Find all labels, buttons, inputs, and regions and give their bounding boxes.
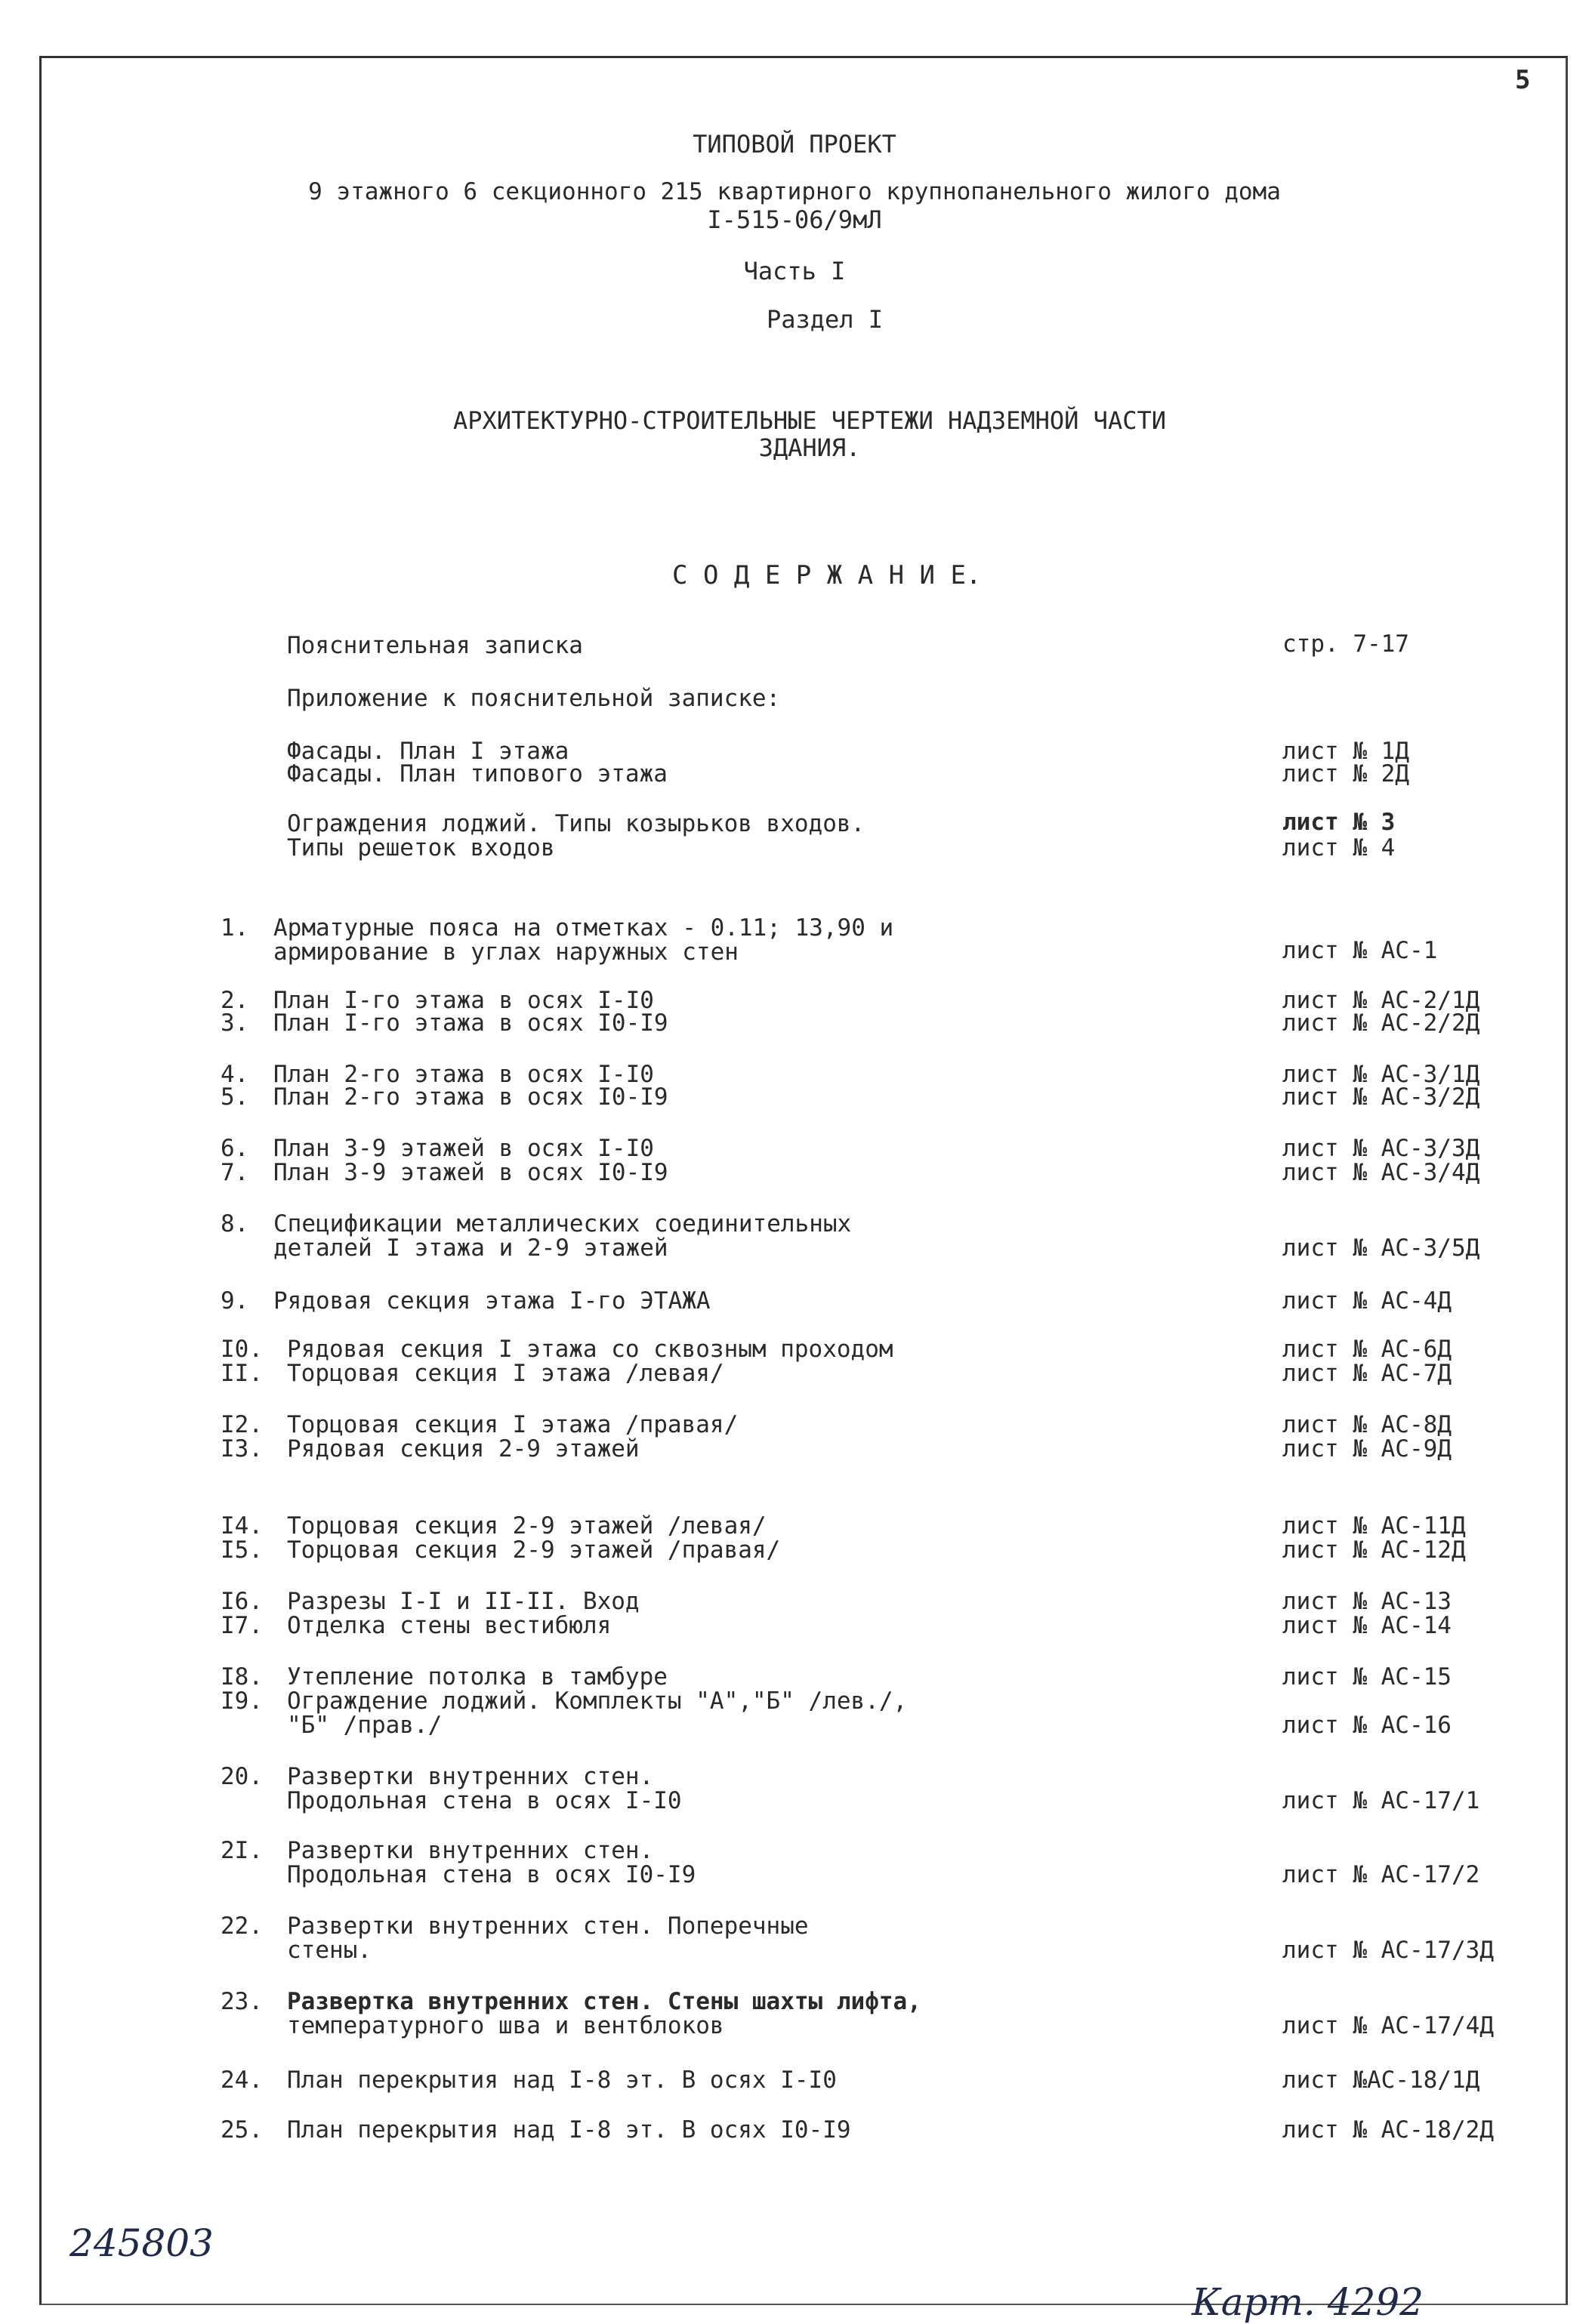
toc-item-text: Рядовая секция 2-9 этажей	[287, 1435, 640, 1463]
toc-item-number: 8.	[221, 1210, 249, 1238]
toc-item-text: Продольная стена в осях I0-I9	[287, 1861, 696, 1888]
appendix-label: Приложение к пояснительной записке:	[287, 685, 781, 712]
toc-item-number: 6.	[221, 1135, 249, 1162]
toc-item-sheet: лист № АС-13	[1282, 1588, 1452, 1615]
toc-item-sheet: лист № АС-3/1Д	[1282, 1061, 1480, 1088]
appendix-row-sheet: лист № 1Д	[1282, 738, 1409, 765]
toc-item-number: I9.	[221, 1688, 263, 1715]
toc-item-text: Арматурные пояса на отметках - 0.11; 13,90 и	[273, 914, 894, 942]
toc-item-text: Развертки внутренних стен. Поперечные	[287, 1913, 809, 1940]
project-title: ТИПОВОЙ ПРОЕКТ	[693, 130, 896, 159]
section-heading-line1: АРХИТЕКТУРНО-СТРОИТЕЛЬНЫЕ ЧЕРТЕЖИ НАДЗЕМНОЙ ЧАСТИ	[452, 406, 1166, 435]
toc-item-sheet: лист № АС-9Д	[1282, 1435, 1452, 1463]
toc-item-text: Торцовая секция 2-9 этажей /правая/	[287, 1536, 781, 1564]
toc-item-text: температурного шва и вентблоков	[287, 2012, 724, 2039]
contents-title: С О Д Е Р Ж А Н И Е.	[672, 560, 982, 590]
toc-item-sheet: лист № АС-3/3Д	[1282, 1135, 1480, 1162]
toc-item-text: Развертки внутренних стен.	[287, 1763, 654, 1790]
toc-item-number: I6.	[221, 1588, 263, 1615]
toc-item-text: Торцовая секция I этажа /правая/	[287, 1411, 739, 1438]
toc-item-number: 23.	[221, 1988, 263, 2015]
toc-item-number: I2.	[221, 1411, 263, 1438]
toc-item-text: План 3-9 этажей в осях I0-I9	[273, 1159, 668, 1186]
toc-item-number: I0.	[221, 1336, 263, 1363]
toc-item-text: армирование в углах наружных стен	[273, 939, 739, 966]
toc-item-text: План перекрытия над I-8 эт. В осях I-I0	[287, 2067, 837, 2094]
toc-item-text: Торцовая секция I этажа /левая/	[287, 1360, 724, 1387]
toc-item-text: Торцовая секция 2-9 этажей /левая/	[287, 1512, 767, 1540]
appendix-row-sheet: лист № 4	[1282, 834, 1396, 861]
inventory-number: 245803	[69, 2221, 214, 2265]
archive-number: Карт. 4292	[1192, 2280, 1424, 2324]
toc-item-sheet: лист № АС-4Д	[1282, 1287, 1452, 1315]
toc-item-text: План 2-го этажа в осях I-I0	[273, 1061, 654, 1088]
toc-item-sheet: лист № АС-14	[1282, 1612, 1452, 1639]
toc-item-text: Отделка стены вестибюля	[287, 1612, 612, 1639]
toc-item-sheet: лист № АС-17/3Д	[1282, 1937, 1494, 1964]
toc-item-number: I3.	[221, 1435, 263, 1463]
toc-item-sheet: лист № АС-3/4Д	[1282, 1159, 1480, 1186]
toc-item-sheet: лист № АС-17/1	[1282, 1787, 1480, 1814]
toc-item-text: Разрезы I-I и II-II. Вход	[287, 1588, 640, 1615]
toc-item-number: 25.	[221, 2116, 263, 2144]
toc-item-sheet: лист № АС-1	[1282, 937, 1438, 964]
toc-item-number: 20.	[221, 1763, 263, 1790]
toc-item-text: Спецификации металлических соединительных	[273, 1210, 852, 1238]
appendix-row-sheet: лист № 2Д	[1282, 760, 1409, 788]
toc-item-sheet: лист № АС-17/2	[1282, 1861, 1480, 1888]
appendix-row-text: Ограждения лоджий. Типы козырьков входов.	[287, 810, 865, 837]
toc-item-number: II.	[221, 1360, 263, 1387]
appendix-row-text: Фасады. План типового этажа	[287, 760, 668, 788]
appendix-row-sheet: лист № 3	[1282, 809, 1396, 836]
toc-item-text: План I-го этажа в осях I-I0	[273, 987, 654, 1014]
toc-item-sheet: лист № АС-18/2Д	[1282, 2116, 1494, 2144]
toc-item-number: 24.	[221, 2067, 263, 2094]
toc-item-sheet: лист № АС-17/4Д	[1282, 2012, 1494, 2039]
toc-item-text: Развертка внутренних стен. Стены шахты лифта,	[287, 1988, 921, 2015]
toc-item-number: I7.	[221, 1612, 263, 1639]
toc-item-text: деталей I этажа и 2-9 этажей	[273, 1234, 668, 1262]
toc-item-text: План перекрытия над I-8 эт. В осях I0-I9	[287, 2116, 851, 2144]
toc-item-number: 4.	[221, 1061, 249, 1088]
toc-item-sheet: лист № АС-15	[1282, 1663, 1452, 1691]
toc-item-text: План I-го этажа в осях I0-I9	[273, 1009, 668, 1037]
toc-item-number: 2.	[221, 987, 249, 1014]
appendix-row-text: Фасады. План I этажа	[287, 738, 569, 765]
section-heading-line2: ЗДАНИЯ.	[758, 433, 861, 462]
toc-item-sheet: лист № АС-7Д	[1282, 1360, 1452, 1387]
toc-item-sheet: лист № АС-2/2Д	[1282, 1009, 1480, 1037]
toc-item-number: 5.	[221, 1083, 249, 1111]
toc-item-number: I5.	[221, 1536, 263, 1564]
toc-item-number: 7.	[221, 1159, 249, 1186]
project-subtitle-line1: 9 этажного 6 секционного 215 квартирного крупнопанельного жилого дома	[308, 178, 1281, 205]
toc-item-sheet: лист № АС-3/5Д	[1282, 1234, 1480, 1262]
explanatory-note-label: Пояснительная записка	[287, 632, 583, 659]
toc-item-number: 3.	[221, 1009, 249, 1037]
toc-item-text: План 3-9 этажей в осях I-I0	[273, 1135, 654, 1162]
toc-item-text: Рядовая секция этажа I-го ЭТАЖА	[273, 1287, 711, 1315]
toc-item-number: 2I.	[221, 1837, 263, 1864]
toc-item-text: "Б" /прав./	[287, 1712, 443, 1739]
explanatory-note-pages: стр. 7-17	[1282, 630, 1409, 658]
project-code: I-515-06/9мЛ	[707, 205, 882, 234]
toc-item-text: Ограждение лоджий. Комплекты "А","Б" /лев./,	[287, 1688, 908, 1715]
toc-item-sheet: лист № АС-8Д	[1282, 1411, 1452, 1438]
toc-item-number: I4.	[221, 1512, 263, 1540]
toc-item-text: Развертки внутренних стен.	[287, 1837, 654, 1864]
toc-item-text: Продольная стена в осях I-I0	[287, 1787, 682, 1814]
toc-item-number: I8.	[221, 1663, 263, 1691]
toc-item-sheet: лист № АС-6Д	[1282, 1336, 1452, 1363]
toc-item-sheet: лист №АС-18/1Д	[1282, 2067, 1480, 2094]
toc-item-number: 9.	[221, 1287, 249, 1315]
section-label: Раздел I	[766, 305, 884, 334]
toc-item-sheet: лист № АС-3/2Д	[1282, 1083, 1480, 1111]
toc-item-text: Утепление потолка в тамбуре	[287, 1663, 668, 1691]
toc-item-text: План 2-го этажа в осях I0-I9	[273, 1083, 668, 1111]
page-number: 5	[1515, 65, 1531, 95]
toc-item-text: Рядовая секция I этажа со сквозным проходом	[287, 1336, 893, 1363]
toc-item-sheet: лист № АС-16	[1282, 1712, 1452, 1739]
toc-item-sheet: лист № АС-2/1Д	[1282, 987, 1480, 1014]
toc-item-text: стены.	[287, 1937, 372, 1964]
toc-item-number: 22.	[221, 1913, 263, 1940]
appendix-row-text: Типы решеток входов	[287, 834, 555, 861]
part-label: Часть I	[743, 257, 846, 285]
toc-item-number: 1.	[221, 914, 249, 942]
toc-item-sheet: лист № АС-11Д	[1282, 1512, 1466, 1540]
toc-item-sheet: лист № АС-12Д	[1282, 1536, 1466, 1564]
